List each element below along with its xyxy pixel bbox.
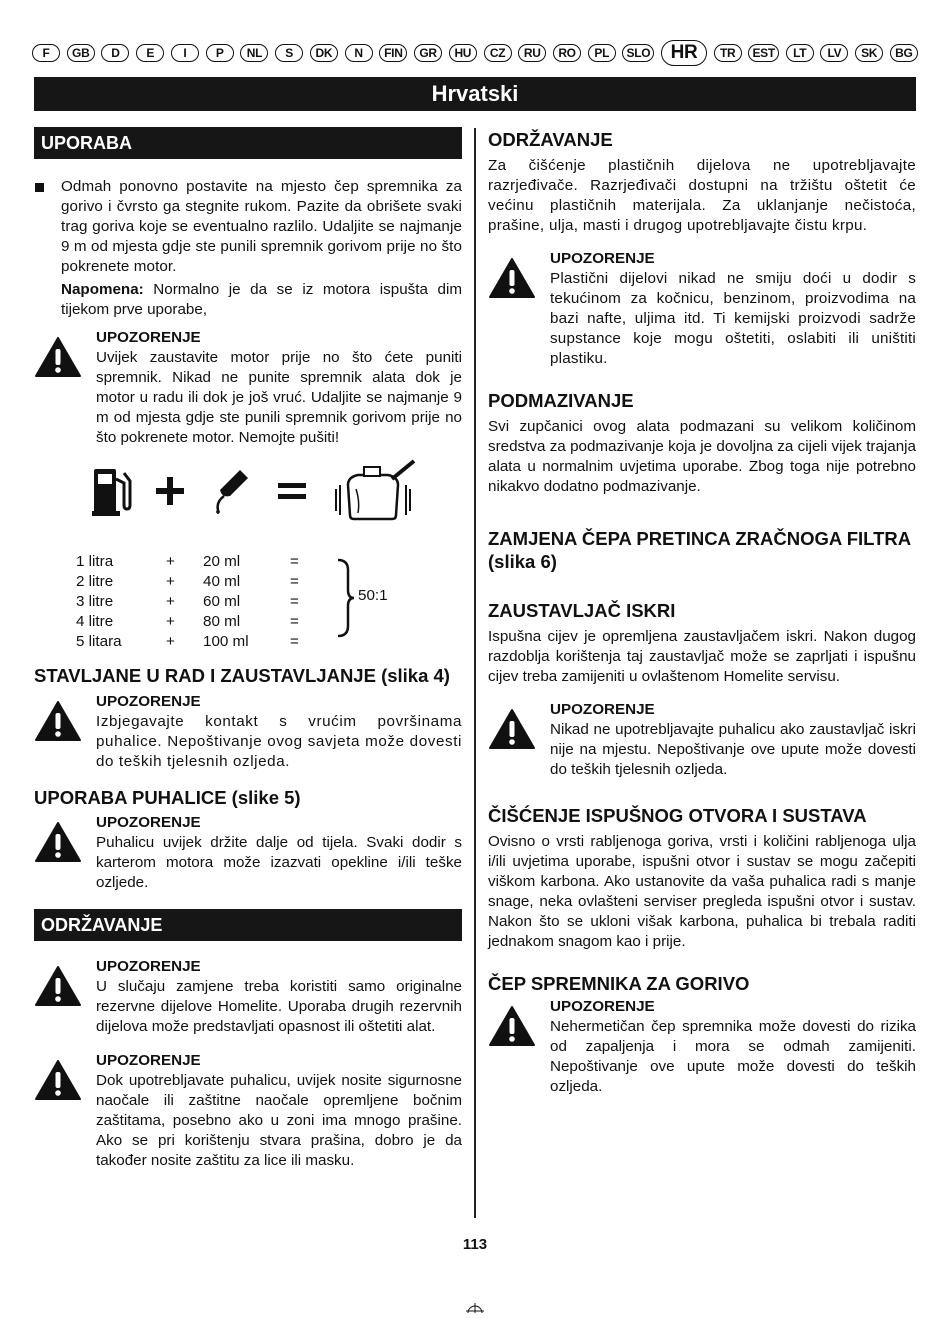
- heading-maintenance: ODRŽAVANJE: [488, 129, 613, 150]
- language-tab-p: P: [206, 44, 234, 62]
- mix-table-row: [76, 612, 376, 632]
- mix-cell-plus: +: [166, 633, 175, 650]
- language-tab-i: I: [171, 44, 199, 62]
- plus-icon: [154, 475, 186, 513]
- note-text: Normalno je da se iz motora ispušta dim tijekom prve uporabe,: [61, 281, 462, 318]
- mix-cell-eq: =: [290, 593, 299, 610]
- warning-text: Nikad ne upotrebljavajte puhalicu ako zaustavljač iskri nije na mjestu. Nepoštivanje ove upute može dovesti do teških tjelesnih ozljeda.: [550, 721, 916, 778]
- bullet-item: [34, 177, 462, 277]
- heading-lubrication: PODMAZIVANJE: [488, 390, 634, 411]
- warning-triangle-icon: [488, 997, 550, 1097]
- warning-title: UPOZORENJE: [550, 701, 655, 718]
- left-column: [34, 127, 462, 1171]
- warning-block-6: [488, 249, 916, 369]
- heading-fuel-cap: ČEP SPREMNIKA ZA GORIVO: [488, 973, 750, 994]
- warning-title: UPOZORENJE: [550, 250, 655, 267]
- mix-cell-plus: +: [166, 613, 175, 630]
- mix-table-row: [76, 572, 376, 592]
- warning-triangle-icon: [34, 1051, 96, 1171]
- page-number: 113: [462, 1236, 488, 1253]
- bullet-text: Odmah ponovno postavite na mjesto čep spremnika za gorivo i čvrsto ga stegnite rukom. Pazite da obrišete svaki trag goriva koje se eventualno razlilo. Udaljite se najmanje 9 m od mjesta gdje ste punili spremnik gorivom prije no što pokrenete motor.: [61, 178, 462, 275]
- language-tab-gr: GR: [414, 44, 442, 62]
- mix-cell-plus: +: [166, 553, 175, 570]
- warning-block-4: [34, 957, 462, 1037]
- warning-block-7: [488, 700, 916, 780]
- mix-cell-b: 60 ml: [203, 593, 241, 610]
- language-tab-nl: NL: [240, 44, 268, 62]
- mix-cell-a: 3 litre: [76, 593, 114, 610]
- fuel-mix-table: [34, 552, 462, 652]
- language-tab-dk: DK: [310, 44, 338, 62]
- language-tab-lv: LV: [820, 44, 848, 62]
- heading-air-filter: ZAMJENA ČEPA PRETINCA ZRAČNOGA FILTRA (slika 6): [488, 528, 911, 572]
- language-tab-n: N: [345, 44, 373, 62]
- mix-cell-plus: +: [166, 593, 175, 610]
- mix-cell-a: 1 litra: [76, 553, 114, 570]
- mix-cell-eq: =: [290, 613, 299, 630]
- fuel-mix-figure: [34, 458, 462, 530]
- language-tab-hr: HR: [661, 40, 707, 66]
- language-tab-lt: LT: [786, 44, 814, 62]
- language-tab-hu: HU: [449, 44, 477, 62]
- bullet-square-icon: [35, 183, 44, 192]
- language-tab-d: D: [101, 44, 129, 62]
- language-tab-ro: RO: [553, 44, 581, 62]
- warning-block-8: [488, 997, 916, 1097]
- note-paragraph: [34, 280, 462, 320]
- registration-mark-icon: [466, 1300, 484, 1318]
- warning-text: Puhalicu uvijek držite dalje od tijela. Svaki dodir s karterom motora može izazvati opekline i/ili teške ozljede.: [96, 834, 462, 891]
- mix-cell-b: 100 ml: [203, 633, 249, 650]
- note-label: Napomena:: [61, 281, 144, 298]
- mix-ratio: 50:1: [358, 587, 388, 604]
- language-tab-bg: BG: [890, 44, 918, 62]
- mix-table-row: [76, 552, 376, 572]
- warning-title: UPOZORENJE: [550, 998, 655, 1015]
- column-divider: [474, 128, 476, 1218]
- fuel-pump-icon: [92, 465, 132, 523]
- mix-cell-plus: +: [166, 573, 175, 590]
- warning-text: Nehermetičan čep spremnika može dovesti do rizika od zapaljenja i mora se odmah zamijeniti. Nepoštivanje ove upute može dovesti do teških ozljeda.: [550, 1018, 916, 1095]
- warning-text: Uvijek zaustavite motor prije no što ćete puniti spremnik. Nikad ne punite spremnik alata dok je motor u radu ili dok je još vruć. Udaljite se najmanje 9 m od mjesta gdje ste punili spremnik gorivom prije no što pokrenete motor. Nemojte pušiti!: [96, 349, 462, 446]
- page-title: Hrvatski: [34, 77, 916, 111]
- mix-cell-eq: =: [290, 573, 299, 590]
- language-selector-bar: [32, 40, 918, 66]
- warning-block-1: [34, 328, 462, 448]
- language-tab-f: F: [32, 44, 60, 62]
- section-header-uporaba: UPORABA: [34, 127, 462, 159]
- mix-cell-a: 2 litre: [76, 573, 114, 590]
- lubrication-text: Svi zupčanici ovog alata podmazani su velikom količinom sredstva za podmazivanje koja je dovoljna za cijeli vijek trajanja alata u normalnim uvjetima uporabe. Zbog toga nije potrebno nikakvo dodatno podmazivanje.: [488, 418, 916, 495]
- language-tab-ru: RU: [518, 44, 546, 62]
- warning-title: UPOZORENJE: [96, 958, 201, 975]
- mix-table-row: [76, 632, 376, 652]
- language-tab-e: E: [136, 44, 164, 62]
- warning-triangle-icon: [34, 813, 96, 893]
- language-tab-slo: SLO: [622, 44, 654, 62]
- warning-title: UPOZORENJE: [96, 814, 201, 831]
- heading-start-stop: STAVLJANE U RAD I ZAUSTAVLJANJE (slika 4): [34, 665, 450, 686]
- language-tab-gb: GB: [67, 44, 95, 62]
- warning-block-2: [34, 692, 462, 772]
- mix-cell-b: 40 ml: [203, 573, 241, 590]
- mix-cell-b: 80 ml: [203, 613, 241, 630]
- language-tab-tr: TR: [714, 44, 742, 62]
- warning-text: Dok upotrebljavate puhalicu, uvijek nosite sigurnosne naočale ili zaštitne naočale opremljene bočnim zaštitama, posebno ako u zoni ima mnogo prašine. Ako se pri korištenju stvara prašina, dobro je da također nosite zaštitu za lice ili masku.: [96, 1072, 462, 1169]
- warning-triangle-icon: [34, 328, 96, 448]
- warning-title: UPOZORENJE: [96, 693, 201, 710]
- maintenance-text: Za čišćenje plastičnih dijelova ne upotrebljavajte razrjeđivače. Razrjeđivači dostupni na tržištu oštetit će većinu plastičnih materijala. Za uklanjanje nečistoća, prašine, ulja, masti i drugog upotrebljavajte čistu krpu.: [488, 157, 916, 234]
- equals-icon: [276, 481, 308, 507]
- fuel-can-icon: [334, 459, 418, 529]
- right-column: [488, 127, 916, 1097]
- warning-title: UPOZORENJE: [96, 1052, 201, 1069]
- heading-exhaust-cleaning: ČIŠĆENJE ISPUŠNOG OTVORA I SUSTAVA: [488, 805, 867, 826]
- heading-blower-use: UPORABA PUHALICE (slike 5): [34, 787, 301, 808]
- language-tab-s: S: [275, 44, 303, 62]
- warning-text: Plastični dijelovi nikad ne smiju doći u dodir s tekućinom za kočnicu, benzinom, proizvodima na bazi nafte, uljima itd. Ti kemijski proizvodi sadrže supstance koje mogu oštetiti, oslabiti ili uništiti plastiku.: [550, 270, 916, 367]
- warning-title: UPOZORENJE: [96, 329, 201, 346]
- warning-text: Izbjegavajte kontakt s vrućim površinama puhalice. Nepoštivanje ovog savjeta može dovesti do teških tjelesnih ozljeda.: [96, 713, 462, 770]
- warning-text: U slučaju zamjene treba koristiti samo originalne rezervne dijelove Homelite. Uporaba drugih rezervnih dijelova može predstavljati opasnost ili oštetiti alat.: [96, 978, 462, 1035]
- section-header-odrzavanje: ODRŽAVANJE: [34, 909, 462, 941]
- exhaust-text: Ovisno o vrsti rabljenoga goriva, vrsti i količini rabljenoga ulja i/ili uvjetima uporabe, ispušni otvor i sustav se mogu začepiti viškom karbona. Ako ustanovite da vaša puhalica radi s manje snage, neka ovlašteni serviser pregleda ispušni otvor i sustav. Nakon što se ukloni višak karbona, puhalica bi trebala raditi jednakom snagom kao i prije.: [488, 833, 916, 950]
- oil-funnel-icon: [210, 466, 250, 522]
- warning-triangle-icon: [488, 249, 550, 369]
- language-tab-pl: PL: [588, 44, 616, 62]
- warning-triangle-icon: [34, 957, 96, 1037]
- mix-cell-a: 4 litre: [76, 613, 114, 630]
- mix-cell-a: 5 litara: [76, 633, 122, 650]
- language-tab-sk: SK: [855, 44, 883, 62]
- warning-block-5: [34, 1051, 462, 1171]
- warning-block-3: [34, 813, 462, 893]
- heading-spark-arrestor: ZAUSTAVLJAČ ISKRI: [488, 600, 676, 621]
- warning-triangle-icon: [34, 692, 96, 772]
- spark-arrestor-text: Ispušna cijev je opremljena zaustavljačem iskri. Nakon dugog razdoblja korištenja taj zaustavljač može se zaprljati i ispušnu cijev treba zamijeniti u ovlaštenom Homelite servisu.: [488, 628, 916, 685]
- language-tab-cz: CZ: [484, 44, 512, 62]
- warning-triangle-icon: [488, 700, 550, 780]
- language-tab-fin: FIN: [379, 44, 407, 62]
- mix-table-row: [76, 592, 376, 612]
- mix-cell-eq: =: [290, 553, 299, 570]
- mix-cell-b: 20 ml: [203, 553, 241, 570]
- mix-cell-eq: =: [290, 633, 299, 650]
- language-tab-est: EST: [748, 44, 778, 62]
